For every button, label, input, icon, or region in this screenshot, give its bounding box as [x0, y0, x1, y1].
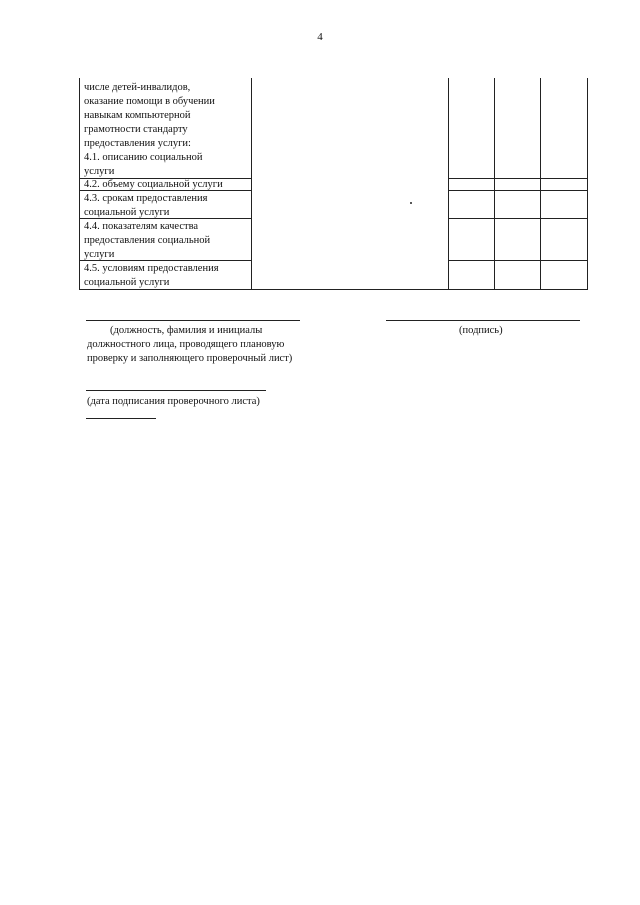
date-line: [86, 390, 266, 391]
position-caption-line: проверку и заполняющего проверочный лист): [87, 353, 293, 364]
criteria-text-line: социальной услуги: [84, 277, 170, 288]
criteria-text-line: оказание помощи в обучении: [84, 96, 215, 107]
criteria-text-line: предоставления социальной: [84, 235, 211, 246]
stray-mark: [410, 202, 412, 204]
position-caption-line: должностного лица, проводящего плановую: [87, 339, 285, 350]
closing-rule: [86, 418, 156, 419]
criteria-text-line: предоставления услуги:: [84, 138, 191, 149]
criteria-text-line: 4.3. срокам предоставления: [84, 193, 208, 204]
criteria-text-line: 4.4. показателям качества: [84, 221, 199, 232]
criteria-text-line: числе детей-инвалидов,: [84, 82, 191, 93]
criteria-text-line: 4.1. описанию социальной: [84, 152, 203, 163]
criteria-text-line: социальной услуги: [84, 207, 170, 218]
position-caption-line: (должность, фамилия и инициалы: [110, 325, 263, 336]
criteria-text-line: грамотности стандарту: [84, 124, 188, 135]
criteria-text-line: 4.2. объему социальной услуги: [84, 179, 223, 190]
criteria-text-line: навыкам компьютерной: [84, 110, 191, 121]
position-name-line: [86, 320, 300, 321]
criteria-text-line: услуги: [84, 249, 115, 260]
criteria-text-line: 4.5. условиям предоставления: [84, 263, 219, 274]
signature-line: [386, 320, 580, 321]
signature-caption: (подпись): [459, 325, 503, 336]
criteria-text-line: услуги: [84, 166, 115, 177]
date-caption: (дата подписания проверочного листа): [87, 396, 260, 407]
page-number: 4: [317, 31, 323, 43]
